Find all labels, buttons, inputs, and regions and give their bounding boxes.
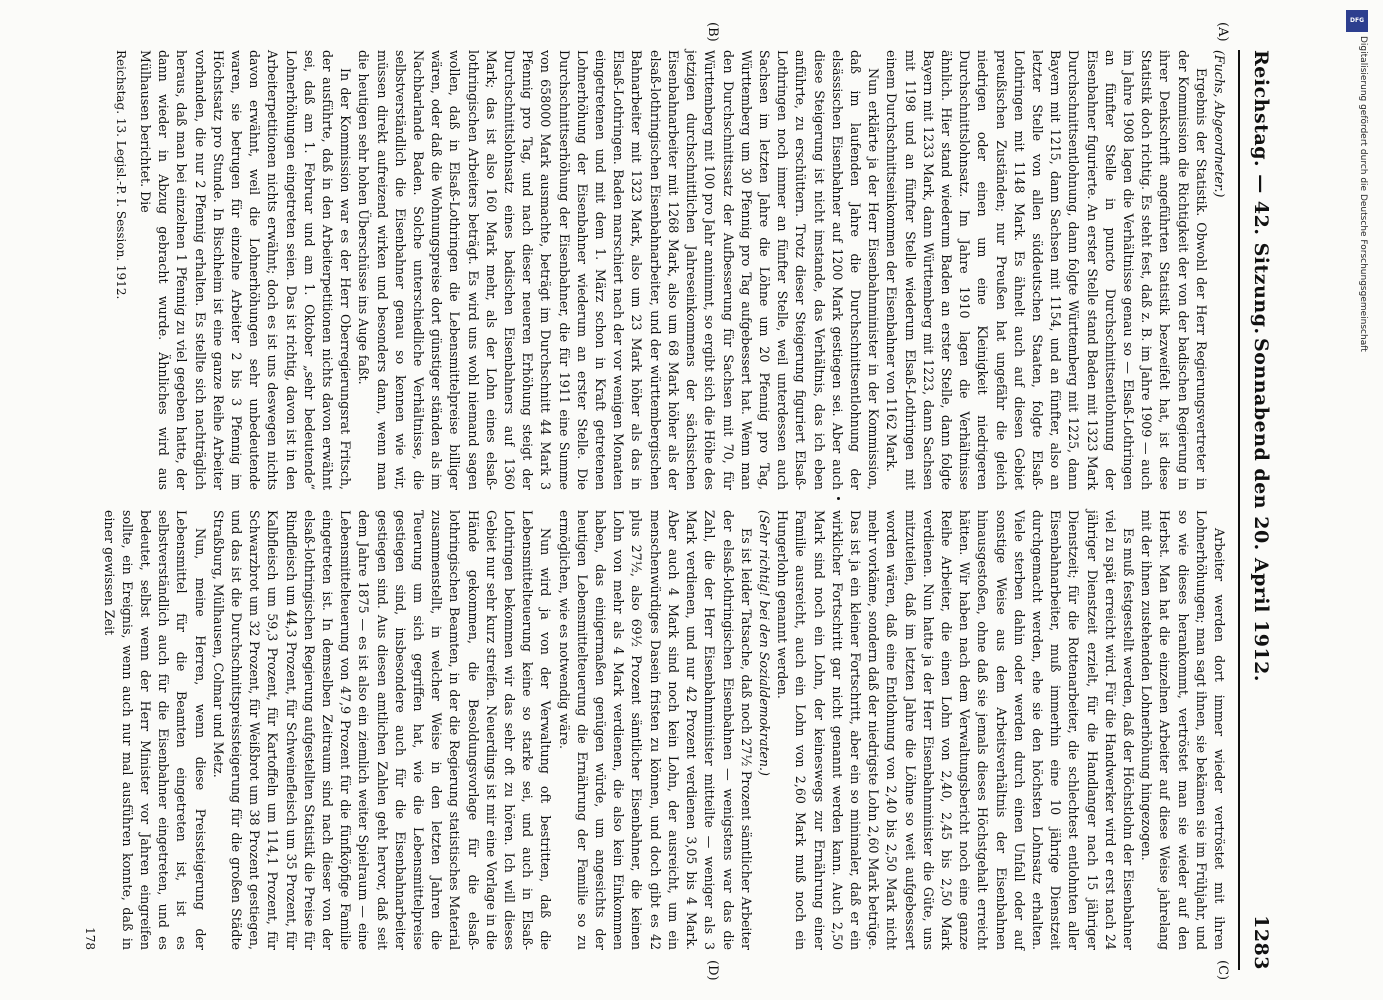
margin-mark-a: (A) <box>1215 22 1230 42</box>
right-paragraph: Arbeiter werden dort immer wieder vertröstet mit ihren Lohnerhöhungen; man sagt ihnen, sie bekämen sie im Frühjahr, und so wie dieses herankommt, vertröstet man sie wieder auf den Herbst. Man hat die einzelnen Arbeiter auf diese Weise jahrelang mit der ihnen zustehenden Lohnerhöhung hingezogen. <box>1139 510 1227 950</box>
right-paragraph: Es ist leider Tatsache, daß noch 27½ Prozent sämtlicher Arbeiter der elsaß-lothringischen Eisenbahnen — wenigstens war das die Zahl, die der Herr Eisenbahnminister mitteilte — weniger als 3 Mark verdienen, und nur 42 Prozent verdienen 3,05 bis 4 Mark. Aber auch 4 Mark sind noch kein Lohn, der ausreicht, um ein menschenwürdiges Dasein fristen zu können, und doch gibt es 42 plus 27½, also 69½ Prozent sämtlicher Eisenbahner, die keinen Lohn von mehr als 4 Mark verdienen, die also kein Einkommen haben, das einigermaßen genügen würde, um angesichts der heutigen Lebensmittelteuerung die Ernährung der Familie so zu ermöglichen, wie es notwendig wäre. <box>556 510 754 950</box>
interjection: (Sehr richtig! bei den Sozialdemokraten.) <box>756 510 772 776</box>
speaker-label: (Fuchs, Abgeordneter.) <box>1212 50 1227 198</box>
header-date: Sonnabend den 20. April 1912. <box>1250 338 1272 682</box>
page-header <box>1238 50 1280 970</box>
margin-mark-b: (B) <box>705 22 720 42</box>
header-left: Reichstag. — 42. Sitzung. <box>1250 50 1272 335</box>
sheet-signature: 178 <box>83 927 98 950</box>
right-paragraph: Nun wird ja von der Verwaltung oft bestritten, daß die Lebensmittelteuerung keine so starke sei, und auch in Elsaß-Lothringen bekommen wir das sehr oft zu hören. Ich will dieses Gebiet nur sehr kurz streifen. Neuerdings ist mir eine Vorlage in die Hände gekommen, die Besoldungsvorlage für die elsaß-lothringischen Beamten, in der die Regierung statistisches Material zusammenstellt, in welcher Weise in den letzten Jahren die Teuerung um sich gegriffen hat, wie die Lebensmittelpreise gestiegen sind, insbesondere auch für die Eisenbahnarbeiter gestiegen sind. Aus diesen amtlichen Zahlen geht hervor, daß seit dem Jahre 1875 — es ist also ein ziemlich weiter Spielraum — eine Lebensmittelteuerung von 47,9 Prozent für die fünfköpfige Familie eingetreten ist. In demselben Zeitraum sind nach dieser von der elsaß-lothringischen Regierung aufgestellten Statistik die Preise für Rindfleisch um 44,3 Prozent, für Schweinefleisch um 35 Prozent, für Kalbfleisch um 59,3 Prozent, für Kartoffeln um 114,1 Prozent, für Schwarzbrot um 32 Prozent, für Weißbrot um 38 Prozent gestiegen, und das ist die Durchschnittspreissteigerung für die großen Städte Straßburg, Mülhausen, Colmar und Metz. <box>210 510 554 950</box>
left-column <box>98 50 1228 490</box>
center-dot <box>837 497 840 500</box>
page-footer: Reichstag. 13. Legisl.-P. I. Session. 1912. <box>113 50 128 300</box>
left-paragraph: Ergebnis der Statistik. Obwohl der Herr Regierungsvertreter in der Kommission die Richtigkeit der von der badischen Regierung in ihrer Denkschrift angeführten Statistik bezweifelt hat, ist diese Statistik doch richtig. Es steht fest, daß z. B. im Jahre 1909 — auch im Jahre 1908 lagen die Verhältnisse genau so — Elsaß-Lothringen an fünfter Stelle in puncto Durchschnittsentlohnung der Eisenbahner figurierte. An erster Stelle stand Baden mit 1323 Mark Durchschnittsentlohnung, dann folgte Württemberg mit 1225, dann Bayern mit 1215, dann Sachsen mit 1154, und an fünfter, also an letzter Stelle von allen süddeutschen Staaten, folgte Elsaß-Lothringen mit 1148 Mark. Es ähnelt auch auf diesen Gebiet preußischen Zuständen; nur Preußen hat ungefähr die gleich niedrigen oder einen um eine Kleinigkeit niedrigeren Durchschnittslohnsatz. Im Jahre 1910 lagen die Verhältnisse ähnlich. Hier stand wiederum Baden an erster Stelle, dann folgte Bayern mit 1233 Mark, dann Württemberg mit 1223, dann Sachsen mit 1198 und an fünfter Stelle wiederum Elsaß-Lothringen mit einem Durchschnittseinkommen der Eisenbahner von 1162 Mark. <box>884 50 1209 490</box>
digitization-note: Digitalisierung gefördert durch die Deutsche Forschungsgemeinschaft <box>1358 36 1368 352</box>
margin-mark-c: (C) <box>1215 960 1230 981</box>
page-number: 1283 <box>1250 915 1272 970</box>
right-paragraph: Es muß festgestellt werden, daß der Höchstlohn der Eisenbahner viel zu spät erreicht wird. Für die Handwerker wird er erst nach 24 jähriger Dienstzeit erzielt, für die Handlanger nach 15 jähriger Dienstzeit; für die Rottenarbeiter, die schlechtest entlohnten aller Eisenbahnarbeiter, muß immerhin eine 10 jährige Dienstzeit durchgemacht werden, ehe sie den höchsten Lohnsatz erhalten. Viele sterben dahin oder werden durch einen Unfall oder auf sonstige Weise aus dem Arbeitsverhältnis der Eisenbahnen hinausgestoßen, ohne daß sie jemals dieses Höchstgehalt erreicht hätten. Wir haben nach dem Verwaltungsbericht noch eine ganze Reihe Arbeiter, die einen Lohn von 2,40, 2,45 bis 2,50 Mark verdienen. Nun hatte ja der Herr Eisenbahnminister die Güte, uns mitzuteilen, daß im letzten Jahre die Löhne so weit aufgebessert worden wären, daß eine Entlohnung von 2,40 bis 2,50 Mark nicht mehr vorkäme, sondern daß der niedrigste Lohn 2,60 Mark betrüge. Das ist ja ein kleiner Fortschritt, aber ein so minimaler, daß er ein wirklicher Fortschritt gar nicht genannt werden kann. Auch 2,50 Mark sind noch ein Lohn, der keineswegs zur Ernährung einer Familie ausreicht, auch ein Lohn von 2,60 Mark muß noch ein Hungerlohn genannt werden. <box>775 510 1136 950</box>
right-column <box>83 510 1228 950</box>
left-paragraph: In der Kommission war es der Herr Oberregierungsrat Fritsch, der ausführte, daß in den Arbeiterpetitionen nichts davon erwähnt sei, daß am 1. Februar und am 1. Oktober „sehr bedeutende“ Lohnerhöhungen eingetreten seien. Das ist richtig, davon ist in den Arbeiterpetitionen nichts erwähnt; doch es ist uns deswegen nichts davon erwähnt, weil die Lohnerhöhungen sehr unbedeutende waren, sie betrugen für einzelne Arbeiter 2 bis 3 Pfennig im Höchstsatz pro Stunde. In Bischheim ist eine ganze Reihe Arbeiter vorhanden, die nur 2 Pfennig erhalten. Es stellte sich nachträglich heraus, daß man bei einzelnen 1 Pfennig zu viel gegeben hatte, der dann wieder in Abzug gebracht wurde. Ähnliches wird aus Mülhausen berichtet. Die <box>138 50 354 490</box>
right-paragraph: Nun, meine Herren, wenn diese Preissteigerung der Lebensmittel für die Beamten eingetreten ist, ist es selbstverständlich auch für die Eisenbahner eingetreten, und es bedeutet, selbst wenn der Herr Minister vor Jahren eingreifen sollte, ein Ereignis, wenn auch nur mal ausführen konnte, daß in einer gewissen Zeit <box>101 510 208 950</box>
left-paragraph: Nun erklärte ja der Herr Eisenbahnminister in der Kommission, daß im laufenden Jahre die Durchschnittsentlohnung der elsässischen Eisenbahner auf 1200 Mark gestiegen sei. Aber auch diese Steigerung ist nicht imstande, das Verhältnis, das ich eben anführte, zu erschüttern. Trotz dieser Steigerung figuriert Elsaß-Lothringen noch immer an fünfter Stelle, weil unterdessen auch Sachsen im letzten Jahre die Löhne um 20 Pfennig pro Tag, Württemberg um 30 Pfennig pro Tag aufgebessert hat. Wenn man den Durchschnittssatz der Aufbesserung für Sachsen mit 70, für Württemberg mit 100 pro Jahr annimmt, so ergibt sich die Höhe des jetzigen durchschnittlichen Jahreseinkommens der sächsischen Eisenbahnarbeiter mit 1268 Mark, also um 68 Mark höher als der elsaß-lothringischen Eisenbahnarbeiter, und der württembergischen Bahnarbeiter mit 1323 Mark, also um 23 Mark höher als das in Elsaß-Lothringen. Baden marschiert nach der vor wenigen Monaten eingetretenen und mit dem 1. März schon in Kraft getretenen Lohnerhöhung der Eisenbahner wiederum an erster Stelle. Die Durchschnittserhöhung der Eisenbahner, die für 1911 eine Summe von 658000 Mark ausmachte, beträgt im Durchschnitt 44 Mark 3 Pfennig pro Tag, und nach dieser neueren Erhöhung steigt der Durchschnittslohnsatz eines badischen Eisenbahners auf 1360 Mark; das ist also 160 Mark mehr, als der Lohn eines elsaß-lothringischen Arbeiters beträgt. Es wird uns wohl niemand sagen wollen, daß in Elsaß-Lothringen die Lebensmittelpreise billiger wären, oder daß die Wohnungspreise dort günstiger ständen als im Nachbarlande Baden. Solche unterschiedliche Verhältnisse, die selbstverständlich die Eisenbahner genau so kennen wie wir, müssen direkt aufreizend wirken und besonders dann, wenn man die heutigen sehr hohen Überschüsse ins Auge faßt. <box>356 50 882 490</box>
scanned-page <box>60 0 1310 1000</box>
margin-mark-d: (D) <box>705 960 720 981</box>
dfg-logo: DFG <box>1346 10 1368 32</box>
